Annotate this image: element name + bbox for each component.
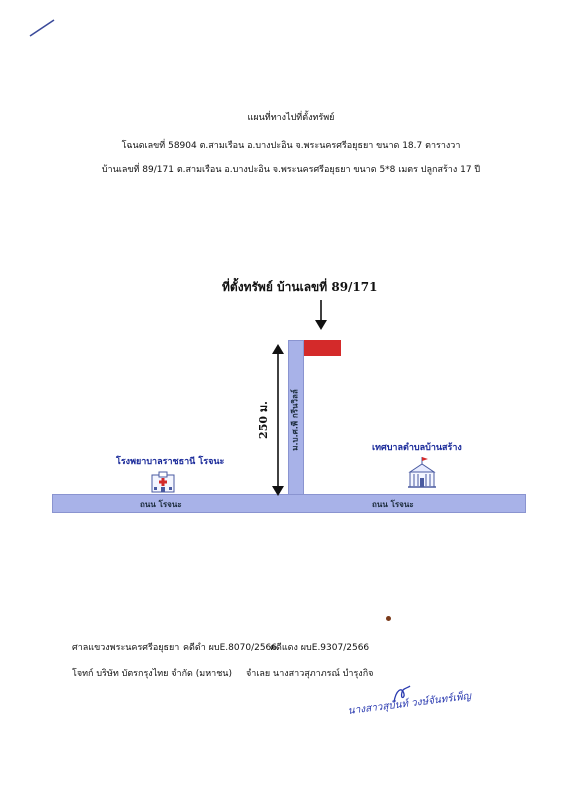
title-deed-line: โฉนดเลขที่ 58904 ต.สามเรือน อ.บางปะอิน จ.พระนครศรีอยุธยา ขนาด 18.7 ตารางวา bbox=[121, 141, 461, 151]
main-road-label-left: ถนน โรจนะ bbox=[140, 500, 182, 509]
court-name: ศาลแขวงพระนครศรีอยุธยา bbox=[72, 643, 180, 653]
defendant: จำเลย นางสาวสุภาภรณ์ บำรุงกิจ bbox=[246, 669, 374, 679]
hospital-label: โรงพยาบาลราชธานี โรจนะ bbox=[116, 457, 225, 467]
pen-mark bbox=[28, 18, 58, 38]
main-road-label-right: ถนน โรจนะ bbox=[372, 500, 414, 509]
ink-dot bbox=[386, 616, 391, 621]
plaintiff: โจทก์ บริษัท บัตรกรุงไทย จำกัด (มหาชน) bbox=[72, 669, 232, 679]
distance-arrow-icon bbox=[270, 342, 286, 498]
hospital-icon bbox=[150, 471, 176, 493]
property-marker bbox=[303, 340, 341, 356]
government-building-icon bbox=[406, 456, 438, 490]
distance-label: 250 ม. bbox=[254, 399, 272, 441]
case-black-number: คดีดำ ผบE.8070/2566 bbox=[183, 643, 277, 653]
case-red-number: คดีแดง ผบE.9307/2566 bbox=[270, 643, 370, 653]
main-road bbox=[52, 494, 526, 513]
signature-name: นางสาวสุบันท์ วงษ์จันทร์เพ็ญ bbox=[347, 690, 472, 717]
side-road-label: ม.บ.ศ.พี กรีนวิลล์ bbox=[290, 389, 300, 451]
document-title: แผนที่ทางไปที่ตั้งทรัพย์ bbox=[247, 113, 335, 123]
municipality-label: เทศบาลตำบลบ้านสร้าง bbox=[372, 443, 462, 453]
down-arrow-icon bbox=[312, 298, 330, 332]
property-location-label: ที่ตั้งทรัพย์ บ้านเลขที่ 89/171 bbox=[222, 280, 378, 294]
house-info-line: บ้านเลขที่ 89/171 ต.สามเรือน อ.บางปะอิน จ.พระนครศรีอยุธยา ขนาด 5*8 เมตร ปลูกสร้าง 17 ปี bbox=[101, 165, 481, 175]
